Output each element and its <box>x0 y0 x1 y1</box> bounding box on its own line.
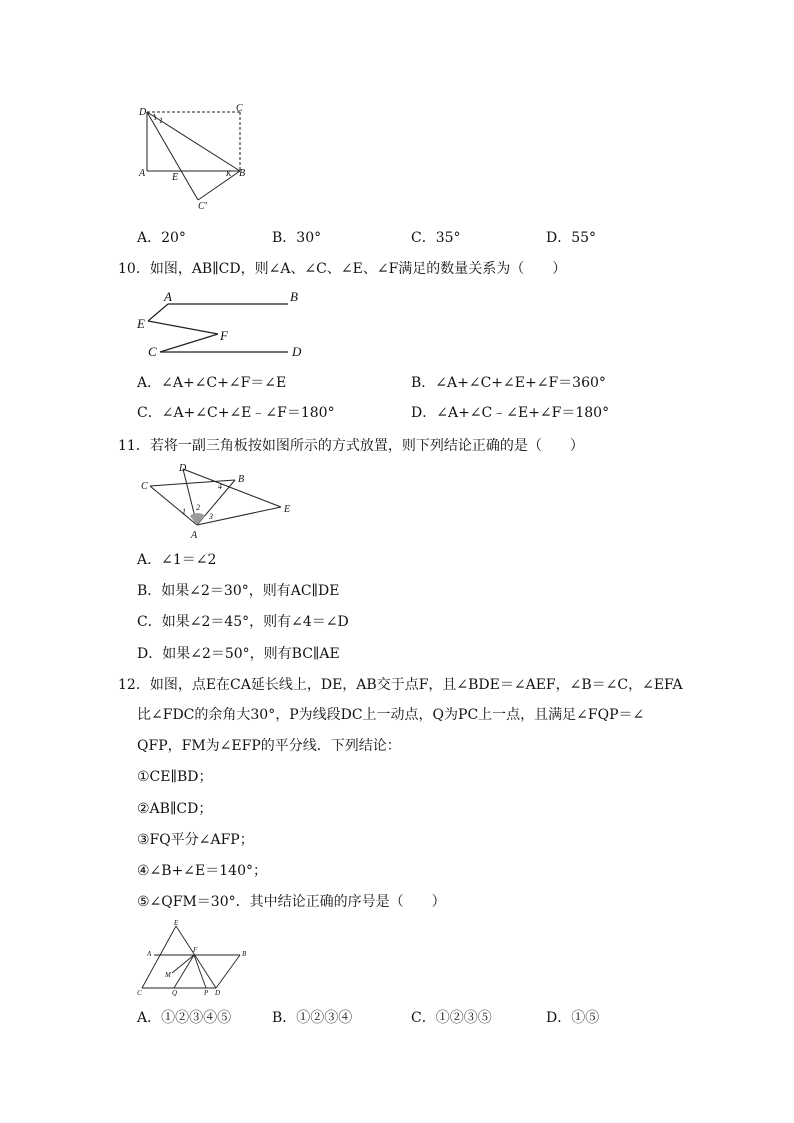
q12-conclusion-5: ⑤∠QFM＝30°．其中结论正确的序号是（ ） <box>137 894 446 910</box>
label-f: F <box>220 328 228 343</box>
label-a: A <box>147 950 152 958</box>
label-c: C <box>137 989 142 997</box>
edge-dc-prime <box>147 112 198 200</box>
q11-option-c[interactable]: C．如果∠2＝45°，则有∠4＝∠D <box>137 614 349 630</box>
label-c-prime: C′ <box>198 201 207 212</box>
label-angle-1: 1 <box>182 507 186 516</box>
label-e: E <box>174 919 179 927</box>
q12-option-a[interactable]: A．①②③④⑤ <box>137 1010 232 1026</box>
label-b: B <box>239 168 246 179</box>
q10-option-a[interactable]: A．∠A+∠C+∠F＝∠E <box>137 375 287 391</box>
q12-option-b[interactable]: B．①②③④ <box>272 1010 353 1026</box>
q9-option-c[interactable]: C．35° <box>411 230 461 246</box>
q9-option-d[interactable]: D．55° <box>546 230 597 246</box>
q10-option-d[interactable]: D．∠A+∠C﹣∠E+∠F＝180° <box>411 405 610 421</box>
figure-q9 <box>130 100 260 215</box>
segment-fp <box>194 955 206 988</box>
segment-fq <box>174 955 194 988</box>
segment-fm <box>172 955 194 973</box>
segment-fc <box>160 334 218 352</box>
label-k: K <box>226 169 232 178</box>
label-p: P <box>204 989 209 997</box>
line-ed <box>176 926 216 988</box>
label-a: A <box>191 530 198 541</box>
q11-stem: 11．若将一副三角板按如图所示的方式放置，则下列结论正确的是（ ） <box>118 438 584 454</box>
q12-option-c[interactable]: C．①②③⑤ <box>411 1010 492 1026</box>
q12-conclusion-3: ③FQ平分∠AFP； <box>137 832 254 848</box>
label-f: F <box>193 946 198 954</box>
label-m: M <box>165 971 171 979</box>
q12-option-d[interactable]: D．①⑤ <box>546 1010 600 1026</box>
q12-stem-line-2: 比∠FDC的余角大30°，P为线段DC上一动点，Q为PC上一点，且满足∠FQP＝∠ <box>137 707 645 723</box>
q9-option-a[interactable]: A．20° <box>137 230 186 246</box>
q9-option-b[interactable]: B．30° <box>272 230 322 246</box>
q11-option-d[interactable]: D．如果∠2＝50°，则有BC∥AE <box>137 646 340 662</box>
edge-c-prime-b <box>198 171 240 200</box>
label-angle-3: 3 <box>209 512 213 521</box>
label-b: B <box>242 950 247 958</box>
q11-option-a[interactable]: A．∠1＝∠2 <box>137 552 217 568</box>
angle-2-shade <box>190 513 205 525</box>
q12-stem-line-3: QFP，FM为∠EFP的平分线．下列结论： <box>137 738 401 754</box>
segment-ae <box>148 304 168 321</box>
figure-q11 <box>135 460 305 542</box>
edge-ca <box>150 486 197 525</box>
q10-stem: 10．如图，AB∥CD，则∠A、∠C、∠E、∠F满足的数量关系为（ ） <box>118 261 567 277</box>
q10-option-b[interactable]: B．∠A+∠C+∠E+∠F＝360° <box>411 375 606 391</box>
label-b: B <box>238 474 245 485</box>
edge-de <box>183 469 281 507</box>
q12-conclusion-4: ④∠B+∠E＝140°； <box>137 863 267 879</box>
line-bd <box>216 955 240 988</box>
edge-cb <box>150 480 235 486</box>
label-d: D <box>215 989 221 997</box>
label-d: D <box>179 463 187 474</box>
label-e: E <box>137 316 145 331</box>
label-c: C <box>148 344 157 359</box>
label-c: C <box>236 103 243 114</box>
label-e: E <box>172 172 179 183</box>
label-e: E <box>284 504 291 515</box>
figure-q10 <box>130 286 320 364</box>
q10-option-c[interactable]: C．∠A+∠C+∠E﹣∠F＝180° <box>137 405 335 421</box>
q12-conclusion-2: ②AB∥CD； <box>137 801 213 817</box>
label-a: A <box>139 168 146 179</box>
q11-option-b[interactable]: B．如果∠2＝30°，则有AC∥DE <box>137 583 340 599</box>
segment-ef <box>148 321 218 334</box>
q12-conclusion-1: ①CE∥BD； <box>137 769 213 785</box>
label-angle-1: 1 <box>159 116 163 125</box>
label-d: D <box>292 344 302 359</box>
label-angle-4: 4 <box>218 482 222 491</box>
label-b: B <box>290 289 298 304</box>
label-a: A <box>164 289 172 304</box>
label-d: D <box>139 107 147 118</box>
label-q: Q <box>172 989 178 997</box>
label-c: C <box>141 481 148 492</box>
label-angle-2: 2 <box>196 503 200 512</box>
figure-q12 <box>132 918 252 998</box>
q12-stem-line-1: 12．如图，点E在CA延长线上，DE，AB交于点F，且∠BDE＝∠AEF，∠B＝∠C，∠EFA <box>118 677 683 693</box>
